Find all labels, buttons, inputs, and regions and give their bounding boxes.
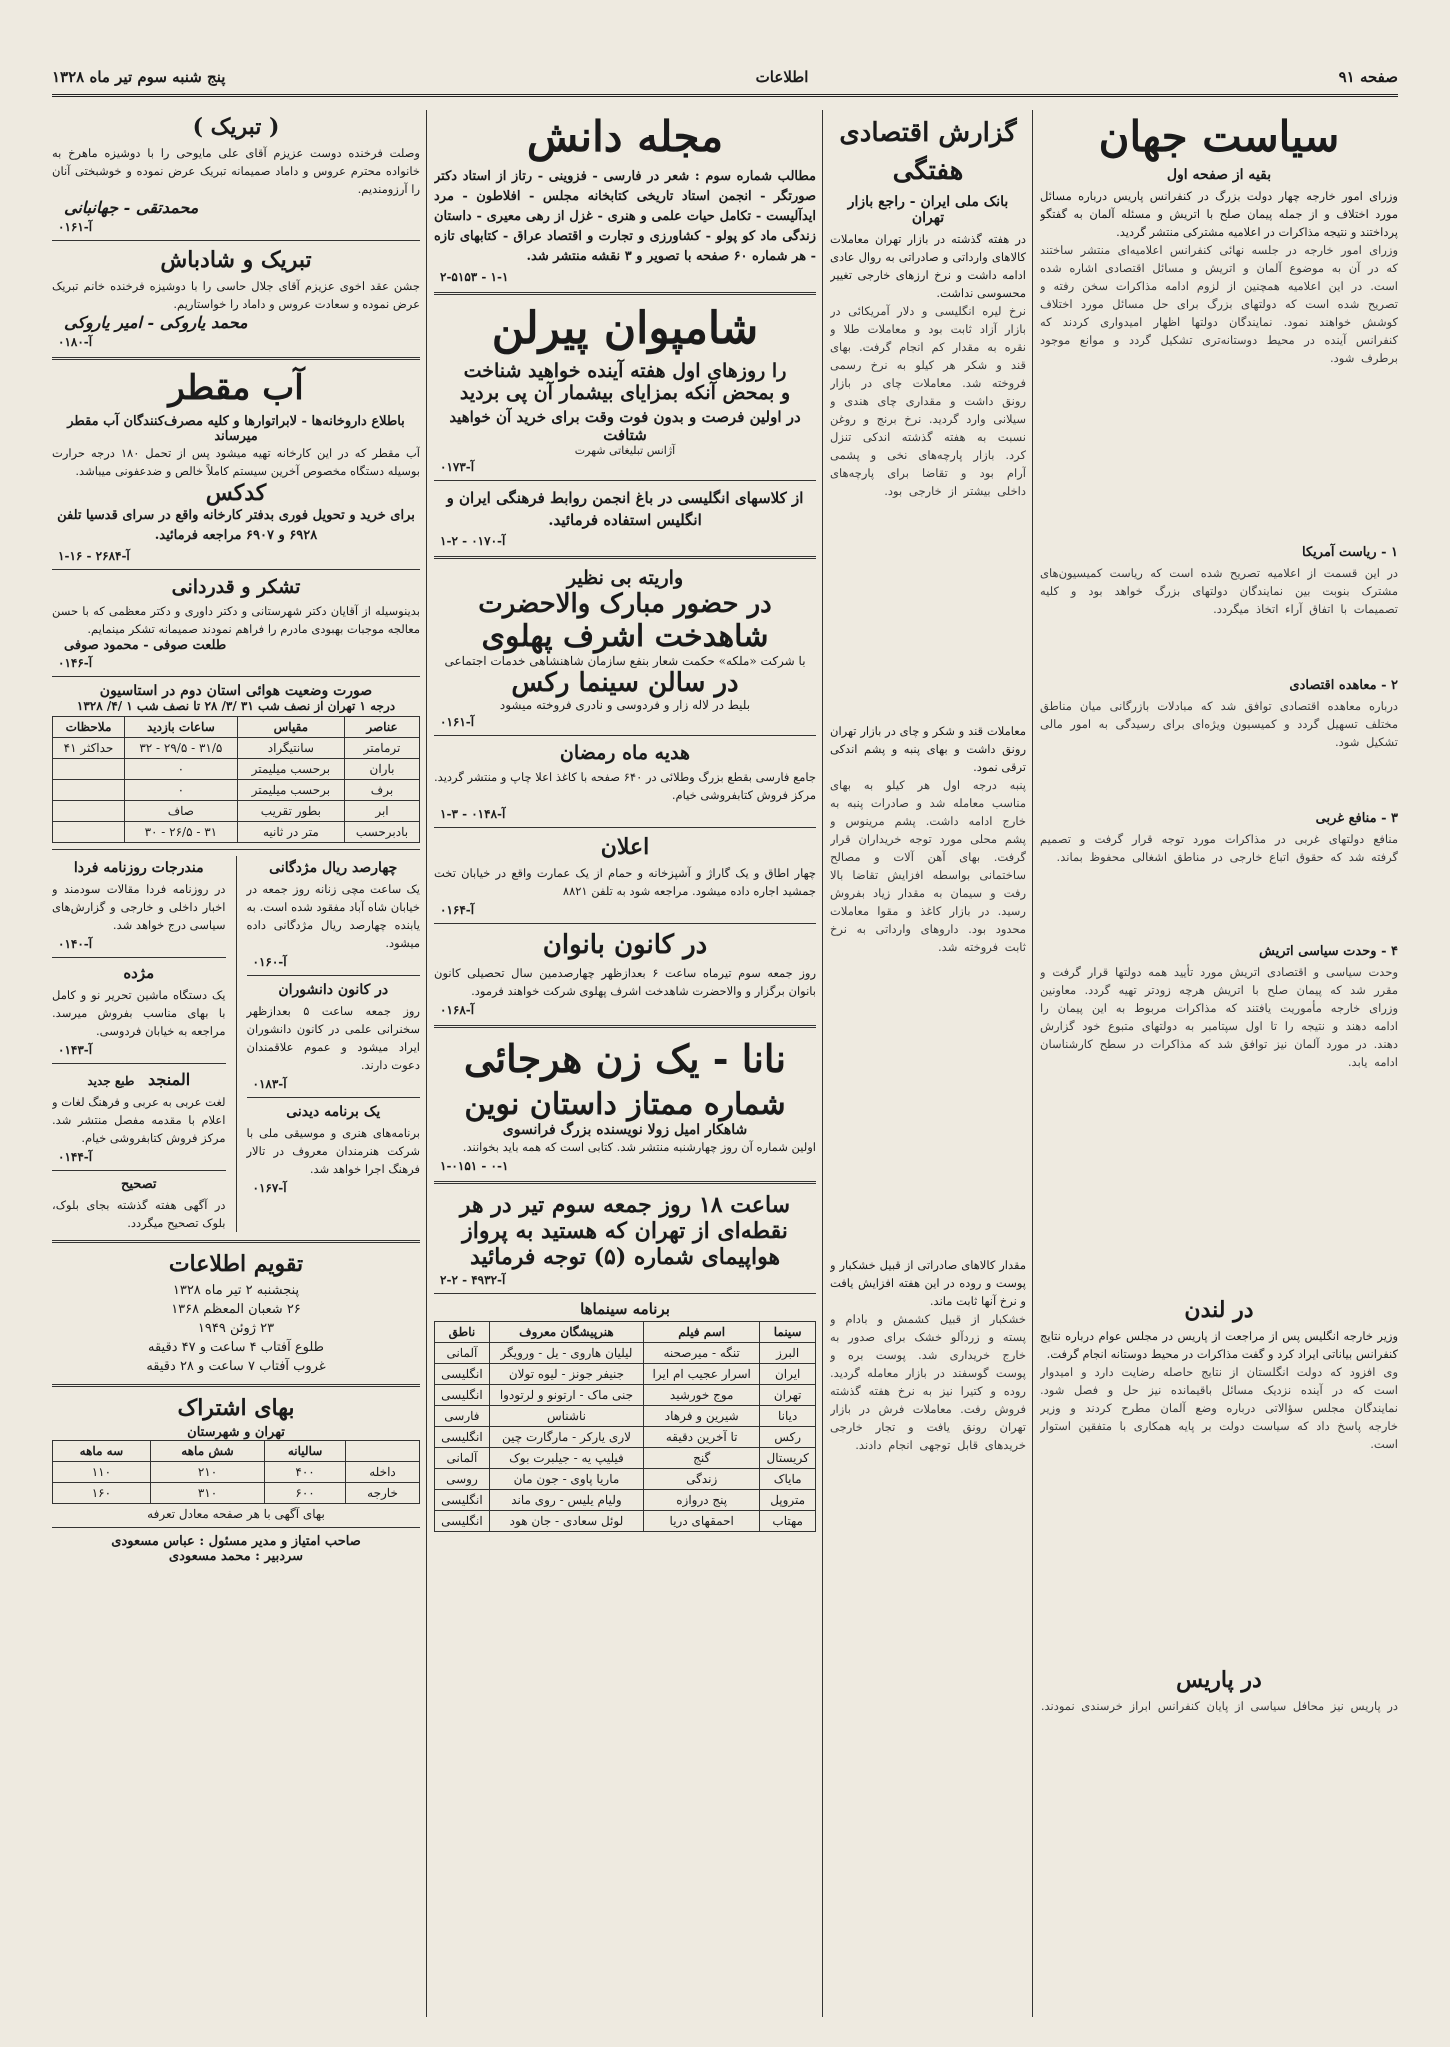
women-title: در کانون بانوان	[542, 930, 708, 960]
london-title: در لندن	[1184, 1297, 1254, 1323]
shampoo-title: شامپوان پیرلن	[491, 303, 759, 354]
divider	[52, 957, 226, 958]
congrats1-code: آ-۰۱۶۱	[58, 220, 93, 234]
students-title: در کانون دانشوران	[278, 982, 389, 998]
divider	[52, 676, 420, 677]
cinema-cell: گنج	[644, 1448, 760, 1469]
politics-text-block: درباره معاهده اقتصادی توافق شد که مبادلات بازرگانی میان مناطق مختلف تسهیل گردد و کمیسیون ویژه‌ای برای رسیدگی به امور مالی تشکیل شود.	[1040, 699, 1398, 749]
cinema-ad-kicker: واریته بی نظیر	[566, 567, 684, 589]
economic-title: گزارش اقتصادی هفتگی	[839, 118, 1017, 186]
students-text: روز جمعه ساعت ۵ بعدازظهر سخنرانی علمی در کانون دانشوران ایراد میشود و عموم علاقمندان دعوت دارند.	[246, 1004, 420, 1072]
calendar-line: پنجشنبه ۲ تیر ماه ۱۳۲۸	[172, 1283, 300, 1298]
politics-sub4: ۴ - وحدت سیاسی اتریش	[1259, 944, 1398, 959]
subscription-cell: ۲۱۰	[150, 1462, 264, 1483]
economic-para: معاملات قند و شکر و چای در بازار تهران رونق داشت و بهای پنبه و پشم اندکی ترقی نمود.	[830, 724, 1026, 774]
subscription-note: بهای آگهی با هر صفحه معادل تعرفه	[147, 1507, 325, 1521]
thanks-text: بدینوسیله از آقایان دکتر شهرستانی و دکتر داوری و دکتر معظمی که با حسن معالجه موجبات بهبودی مادرم را فراهم نمودند صمیمانه تشکر مینمایم.	[52, 604, 420, 636]
almunjid-name: المنجد	[148, 1070, 191, 1089]
economic-text-block: نرخ لیره انگلیسی و دلار آمریکائی در بازار آزاد ثابت بود و معاملات طلا و نقره به مقدار کم انجام گرفت. بهای قند و شکر هر کیلو به نرخ رسمی فروخته شد. معاملات چای در بازار رونق داشت و مقداری چای هندی و سیلانی وارد گردید. نرخ برنج و روغن نسبت به هفته گذشته اندکی تنزل کرد. بازار پارچه‌های نخی و پشمی آرام بود و تقاضا برای پارچه‌های داخلی بیشتر از خارجی بود.	[830, 304, 1026, 498]
politics-para: وزرای امور خارجه چهار دولت بزرگ در کنفرانس پاریس درباره مسائل مورد اختلاف و از جمله پیمان صلح با اتریش و مسئله آلمان به گفتگو پرداختند و نتیجه مذاکرات در اعلامیه مشترکی منتشر گردید.	[1040, 189, 1398, 239]
cinema-cell: مهتاب	[760, 1511, 816, 1532]
weather-row	[53, 801, 420, 822]
economic-sub: بانک ملی ایران - راجع بازار تهران	[847, 194, 1009, 226]
nana-code: ۱-۰۱۵۱ - ۰-۱	[440, 1159, 509, 1173]
cinema-cell: ماریا پاوی - جون مان	[489, 1469, 643, 1490]
london-text: وزیر خارجه انگلیس پس از مراجعت از پاریس در مجلس عوام درباره نتایج کنفرانس بیاناتی ایراد کرد و گفت مذاکرات در محیط دوستانه انجام گرفت.	[1040, 1329, 1398, 1361]
shampoo-line3: در اولین فرصت و بدون فوت وقت برای خرید آن خواهید شتافت	[449, 408, 801, 444]
congrats1-title: ( تبریک )	[192, 114, 280, 140]
correction-text: در آگهی هفته گذشته بجای بلوک، بلوک تصحیح میگردد.	[52, 1198, 226, 1230]
column-center-ads	[434, 110, 816, 2017]
issue-date: پنج شنبه سوم تیر ماه ۱۳۲۸	[52, 68, 226, 86]
calendar-title: تقویم اطلاعات	[168, 1251, 304, 1277]
subscription-cell: ۳۱۰	[150, 1483, 264, 1504]
subscription-sub: تهران و شهرستان	[187, 1425, 285, 1440]
subscription-row	[53, 1462, 420, 1483]
cinema-cell: تهران	[760, 1385, 816, 1406]
cinema-col-header: اسم فیلم	[644, 1322, 760, 1343]
cinema-row	[435, 1385, 816, 1406]
subscription-table	[52, 1440, 420, 1504]
newspaper-code: آ-۰۱۴۰	[58, 937, 93, 951]
ramadan-code: آ-۰۱۴۸ - ۳-۱	[440, 807, 506, 821]
almunjid-title	[52, 1070, 226, 1089]
cinema-row	[435, 1511, 816, 1532]
subscription-cell: خارجه	[346, 1483, 420, 1504]
almunjid-text: لغت عربی به عربی و فرهنگ لغات و اعلام با مقدمه مفصل منتشر شد. مرکز فروش کتابفروشی خیام.	[52, 1095, 226, 1145]
politics-text-block: در پاریس نیز محافل سیاسی از پایان کنفرانس ابراز خرسندی نمودند.	[1040, 1699, 1398, 1713]
small-ads-right	[247, 856, 421, 1232]
weather-cell	[53, 780, 125, 801]
subscription-cell: داخله	[346, 1462, 420, 1483]
economic-para: مقدار کالاهای صادراتی از قبیل خشکبار و پوست و روده در این هفته افزایش یافت و نرخ آنها ثابت ماند.	[830, 1258, 1026, 1308]
cinema-col-header: هنرپیشگان معروف	[489, 1322, 643, 1343]
column-rule	[426, 110, 427, 2017]
divider	[52, 1063, 226, 1064]
nana-sub: شماره ممتاز داستان نوین	[464, 1087, 786, 1122]
women-text: روز جمعه سوم تیرماه ساعت ۶ بعدازظهر چهارصدمین سال تحصیلی کانون بانوان برگزار و والاحضرت شاهدخت اشرف پهلوی شرکت خواهند فرمود.	[434, 966, 816, 998]
subscription-col-header	[346, 1441, 420, 1462]
good-news-text: یک دستگاه ماشین تحریر نو و کامل با بهای مناسب بفروش میرسد. مراجعه به خیابان فردوسی.	[52, 988, 226, 1038]
shampoo-agency: آژانس تبلیغاتی شهرت	[574, 444, 676, 457]
subscription-cell: ۶۰۰	[265, 1483, 346, 1504]
good-news-code: آ-۰۱۴۳	[58, 1043, 93, 1057]
divider	[52, 240, 420, 241]
thanks-signature: طلعت صوفی - محمود صوفی	[64, 638, 227, 653]
weather-cell: برحسب میلیمتر	[237, 780, 344, 801]
column-rule	[822, 110, 823, 2017]
cinema-cell: فارسی	[435, 1406, 490, 1427]
cinema-cell: کریستال	[760, 1448, 816, 1469]
nana-title: نانا - یک زن هرجائی	[463, 1036, 787, 1081]
weather-sub: درجه ۱ تهران از نصف شب ۳۱ /۳/ ۲۸ تا نصف شب ۱ /۴/ ۱۳۲۸	[76, 699, 396, 713]
shampoo-code: آ-۰۱۷۳	[440, 460, 475, 474]
weather-cell: بطور تقریب	[237, 801, 344, 822]
divider	[52, 1527, 420, 1528]
divider	[434, 292, 816, 295]
divider	[434, 1181, 816, 1184]
science-text: مطالب شماره سوم : شعر در فارسی - فزوینی - رتاز از استاد دکتر صورتگر - انجمن استاد تاریخی کتابخانه مجلس - افلاطون - مرد ایدآلیست - تکامل حیات علمی و هنری - غزل از رهی معیری - داستان زندگی ماد کو پولو - کشاورزی و تجارت و اقتصاد عراق - کتابهای تازه - هر شماره ۶۰ صفحه با تصویر و ۳ نقشه منتشر شد.	[434, 169, 816, 264]
loans-title: چهارصد ریال مژدگانی	[269, 860, 398, 876]
politics-title: سیاست جهان	[1098, 112, 1340, 161]
science-title: مجله دانش	[526, 112, 724, 161]
cinema-cell: موج خورشید	[644, 1385, 760, 1406]
cinema-cell: آلمانی	[435, 1343, 490, 1364]
cinema-cell: آلمانی	[435, 1448, 490, 1469]
weather-cell: ۰	[124, 780, 237, 801]
subscription-table-header	[53, 1441, 420, 1462]
announce-title: اعلان	[600, 834, 650, 860]
flight-code: آ-۴۹۳۲ - ۲-۲	[440, 1273, 506, 1287]
subscription-cell: ۱۱۰	[53, 1462, 151, 1483]
paper-name: اطلاعات	[755, 68, 809, 86]
water-kodex: کدکس	[205, 480, 267, 506]
cinema-cell: لاری یارکر - مارگارت چین	[489, 1427, 643, 1448]
cinema-cell: جنیفر جونز - لیوه تولان	[489, 1364, 643, 1385]
page-number: صفحه ۹۱	[1338, 68, 1398, 86]
subscription-cell: ۱۶۰	[53, 1483, 151, 1504]
congrats1-text: وصلت فرخنده دوست عزیزم آقای علی مایوحی را با دوشیزه ماهرخ به خانواده محترم عروس و داماد صمیمانه تبریک عرض نموده و خوشبختی آنان را آرزومندیم.	[52, 146, 420, 196]
congrats2-text: جشن عقد اخوی عزیزم آقای جلال حاسی را با دوشیزه فرخنده خانم تبریک عرض نموده و سعادت عروس و داماد را خواستاریم.	[52, 279, 420, 311]
ramadan-text: جامع فارسی بقطع بزرگ وطلائی در ۶۴۰ صفحه با کاغذ اعلا چاپ و منتشر گردید. مرکز فروش کتابفروشی خیام.	[434, 770, 816, 802]
cinema-row	[435, 1406, 816, 1427]
almunjid-code: آ-۰۱۴۴	[58, 1150, 93, 1164]
announce-text: چهار اطاق و یک گاراژ و آشپزخانه و حمام از یک عمارت واقع در خیابان تخت جمشید اجاره داده میشود. مراجعه شود به تلفن ۸۸۲۱	[434, 866, 816, 898]
weather-cell: سانتیگراد	[237, 738, 344, 759]
politics-sub2: ۲ - معاهده اقتصادی	[1289, 678, 1398, 693]
cinema-cell: فیلیپ یه - جیلبرت بوک	[489, 1448, 643, 1469]
weather-cell: برحسب میلیمتر	[237, 759, 344, 780]
water-sub: باطلاع داروخانه‌ها - لابراتوارها و کلیه مصرف‌کنندگان آب مقطر میرساند	[67, 414, 405, 444]
weather-cell: ۰	[124, 759, 237, 780]
science-code: ۲-۵۱۵۳ - ۱-۱	[440, 270, 509, 284]
weather-col-header: مقیاس	[237, 717, 344, 738]
thanks-title: تشکر و قدردانی	[171, 576, 301, 598]
column-small-ads	[52, 110, 420, 2017]
cinema-ad-line1: در حضور مبارک والاحضرت	[478, 589, 772, 619]
column-economic	[830, 110, 1026, 2017]
cinema-cell: لیلیان هاروی - یل - ورویگر	[489, 1343, 643, 1364]
divider	[434, 1293, 816, 1294]
program-title: یک برنامه دیدنی	[286, 1104, 381, 1120]
cinema-cell: پنج دروازه	[644, 1490, 760, 1511]
weather-cell: ترمامتر	[344, 738, 419, 759]
weather-row	[53, 759, 420, 780]
cinema-table-title: برنامه سینماها	[580, 1300, 670, 1318]
publisher-line: صاحب امتیاز و مدیر مسئول : عباس مسعودی	[111, 1534, 361, 1549]
cinema-cell: شیرین و فرهاد	[644, 1406, 760, 1427]
ramadan-title: هدیه ماه رمضان	[559, 742, 691, 764]
congrats1-signature: محمدتقی - جهانبانی	[64, 198, 199, 217]
cinema-cell: متروپل	[760, 1490, 816, 1511]
divider	[247, 1097, 421, 1098]
divider	[247, 975, 421, 976]
english-text: از کلاسهای انگلیسی در باغ انجمن روابط فرهنگی ایران و انگلیس استفاده فرمائید.	[446, 489, 804, 529]
divider	[434, 556, 816, 559]
cinema-cell: اسرار عجیب ام ایرا	[644, 1364, 760, 1385]
water-code: آ-۲۶۸۴ - ۱۶-۱	[58, 549, 130, 563]
cinema-cell: زندگی	[644, 1469, 760, 1490]
divider	[434, 480, 816, 481]
divider	[52, 1170, 226, 1171]
cinema-row	[435, 1364, 816, 1385]
weather-col-header: ملاحظات	[53, 717, 125, 738]
cinema-cell: جنی ماک - ارتونو و لرتودوا	[489, 1385, 643, 1406]
weather-cell	[53, 759, 125, 780]
calendar-lines	[52, 1281, 420, 1376]
column-rule	[1032, 110, 1033, 2017]
program-text: برنامه‌های هنری و موسیقی ملی با شرکت هنرمندان معروف در تالار فرهنگ اجرا خواهد شد.	[246, 1126, 420, 1176]
cinema-ad-line3: با شرکت «ملکه» حکمت شعار بنفع سازمان شاهنشاهی خدمات اجتماعی	[444, 654, 806, 668]
weather-cell: صاف	[124, 801, 237, 822]
weather-col-header: عناصر	[344, 717, 419, 738]
weather-cell	[53, 822, 125, 843]
calendar-line: ۲۳ ژوئن ۱۹۴۹	[197, 1321, 275, 1336]
divider	[434, 1025, 816, 1028]
students-code: آ-۰۱۸۳	[252, 1077, 287, 1091]
politics-text-block: وزرای امور خارجه در جلسه نهائی کنفرانس اعلامیه‌ای منتشر ساختند که در آن به موضوع آلمان و اتریش و مسائل اقتصادی اشاره شده است. در این اعلامیه همچنین از لزوم ادامه مذاکرات سخن رفته و تصریح شده است که دولتهای بزرگ برای حل مسائل مورد اختلاف کوشش خواهند نمود. نمایندگان دولتها اظهار امیدواری کردند که کنفرانس آینده در محیط دوستانه‌تری تشکیل گردد و موانع موجود برطرف شود.	[1040, 243, 1398, 365]
cinema-row	[435, 1490, 816, 1511]
weather-cell: ابر	[344, 801, 419, 822]
weather-cell: متر در ثانیه	[237, 822, 344, 843]
cinema-col-header: سینما	[760, 1322, 816, 1343]
congrats2-title: تبریک و شادباش	[160, 247, 312, 273]
column-politics	[1040, 110, 1398, 2017]
divider	[434, 735, 816, 736]
economic-text-block: خشکبار از قبیل کشمش و بادام و پسته و زردآلو خشک برای صدور به خارج خریداری شد. پوست بره و پوست گوسفند در بازار معامله گردید. روده و کتیرا نیز به نرخ هفته گذشته فروش رفت. معاملات فرش در بازار تهران رونق یافت و تجار خارجی خریدهای قابل توجهی انجام دادند.	[830, 1312, 1026, 1452]
cinema-ad-venue: در سالن سینما رکس	[511, 668, 739, 698]
subscription-col-header: سالیانه	[265, 1441, 346, 1462]
weather-table-header	[53, 717, 420, 738]
weather-col-header: ساعات بازدید	[124, 717, 237, 738]
calendar-line: طلوع آفتاب ۴ ساعت و ۴۷ دقیقه	[148, 1340, 324, 1355]
economic-text-block: پنبه درجه اول هر کیلو به بهای مناسب معامله شد و صادرات پنبه به خارج ادامه داشت. پشم مرینوس و پشم محلی مورد توجه خریداران قرار گرفت. بهای آهن آلات و مصالح ساختمانی بواسطه افزایش تقاضا بالا رفت و سیمان به مقدار زیاد بفروش رسید. در بازار کاغذ و مقوا معاملات محدود بود. داروهای وارداتی به نرخ ثابت فروخته شد.	[830, 778, 1026, 954]
weather-cell: برف	[344, 780, 419, 801]
cinema-cell: لوئل سعادی - جان هود	[489, 1511, 643, 1532]
congrats2-signature: محمد یاروکی - امیر یاروکی	[64, 313, 248, 332]
cinema-cell: انگلیسی	[435, 1385, 490, 1406]
politics-sub1: ۱ - ریاست آمریکا	[1302, 545, 1398, 560]
politics-text-block: وحدت سیاسی و اقتصادی اتریش مورد تأیید همه دولتها قرار گرفت و مقرر شد که پیمان صلح با اتریش هرچه زودتر تهیه گردد. معاونین وزرای خارجه مأموریت یافتند که مذاکرات مربوط به این پیمان را ادامه دهند و نتیجه را تا اول سپتامبر به دولتهای متبوع خود گزارش دهند. در مورد آلمان نیز توافق شد که مذاکرات در سطح کارشناسان ادامه یابد.	[1040, 965, 1398, 1069]
economic-para: در هفته گذشته در بازار تهران معاملات کالاهای وارداتی و صادراتی به روال عادی ادامه داشت و نرخ ارزهای خارجی تغییر محسوسی نداشت.	[830, 232, 1026, 300]
almunjid-sub: طبع جدید	[87, 1074, 135, 1088]
divider	[434, 827, 816, 828]
weather-cell: ۳۱ - ۲۶/۵ - ۳۰	[124, 822, 237, 843]
publisher-line: سردبیر : محمد مسعودی	[168, 1549, 304, 1564]
shampoo-line1: را روزهای اول هفته آینده خواهید شناخت	[463, 360, 787, 382]
cinema-cell: احمقهای دریا	[644, 1511, 760, 1532]
subscription-col-header: سه ماهه	[53, 1441, 151, 1462]
cinema-cell: رکس	[760, 1427, 816, 1448]
women-code: آ-۰۱۶۸	[440, 1003, 475, 1017]
cinema-cell: تا آخرین دقیقه	[644, 1427, 760, 1448]
weather-cell: حداکثر ۴۱	[53, 738, 125, 759]
shampoo-line2: و بمحض آنکه بمزایای بیشمار آن پی بردید	[459, 382, 791, 404]
good-news-title: مژده	[123, 964, 155, 982]
subscription-cell: ۴۰۰	[265, 1462, 346, 1483]
cinema-cell: انگلیسی	[435, 1511, 490, 1532]
small-ads-left	[52, 856, 226, 1232]
paris-title: در پاریس	[1176, 1667, 1262, 1693]
politics-continued: بقیه از صفحه اول	[1166, 167, 1272, 183]
newspaper-title: مندرجات روزنامه فردا	[73, 860, 204, 876]
correction-title: تصحیح	[120, 1177, 157, 1192]
weather-row	[53, 780, 420, 801]
divider	[52, 1240, 420, 1243]
column-rule	[236, 856, 237, 1232]
cinema-ad-line2: شاهدخت اشرف پهلوی	[481, 619, 769, 654]
divider	[52, 1384, 420, 1387]
weather-cell: باران	[344, 759, 419, 780]
calendar-line: ۲۶ شعبان المعظم ۱۳۶۸	[171, 1302, 301, 1317]
weather-row	[53, 738, 420, 759]
program-code: آ-۰۱۶۷	[252, 1181, 287, 1195]
cinema-cell: ایران	[760, 1364, 816, 1385]
cinema-cell: روسی	[435, 1469, 490, 1490]
weather-row	[53, 822, 420, 843]
weather-title: صورت وضعیت هوائی استان دوم در استاسیون	[99, 683, 373, 699]
divider	[52, 849, 420, 850]
english-code: آ-۰۱۷۰ - ۲-۱	[440, 534, 506, 548]
weather-cell	[53, 801, 125, 822]
cinema-table	[434, 1321, 816, 1532]
subscription-title: بهای اشتراک	[177, 1395, 295, 1421]
nana-text: اولین شماره آن روز چهارشنبه منتشر شد. کتابی است که همه باید بخوانند.	[462, 1140, 816, 1154]
cinema-ad-code: آ-۰۱۶۱	[440, 715, 475, 729]
thanks-code: آ-۰۱۴۶	[58, 656, 93, 670]
cinema-cell: دیانا	[760, 1406, 816, 1427]
divider	[434, 923, 816, 924]
newspaper-text: در روزنامه فردا مقالات سودمند و اخبار داخلی و خارجی و گزارش‌های سیاسی درج خواهد شد.	[52, 882, 226, 932]
politics-text-block: وی افزود که دولت انگلستان از نتایج حاصله رضایت دارد و امیدوار است که در آینده نزدیک مسائل باقیمانده نیز حل و فصل شود. نمایندگان مجلس سؤالاتی درباره وضع آلمان مطرح کردند و وزیر خارجه پاسخ داد که سیاست دولت بر پایه همکاری با متفقین استوار است.	[1040, 1365, 1398, 1451]
cinema-row	[435, 1427, 816, 1448]
weather-cell: بادبرحسب	[344, 822, 419, 843]
cinema-row	[435, 1448, 816, 1469]
politics-sub3: ۳ - منافع غربی	[1315, 811, 1398, 826]
small-ads-grid	[52, 856, 420, 1232]
cinema-cell: تنگه - میرصحنه	[644, 1343, 760, 1364]
cinema-row	[435, 1343, 816, 1364]
cinema-ad-tickets: بلیط در لاله زار و فردوسی و نادری فروخته میشود	[499, 698, 751, 712]
cinema-table-header	[435, 1322, 816, 1343]
loans-code: آ-۰۱۶۰	[252, 955, 287, 969]
weather-table	[52, 716, 420, 843]
flight-line1: ساعت ۱۸ روز جمعه سوم تیر در هر	[459, 1192, 791, 1218]
cinema-cell: ولیام یلیس - روی ماند	[489, 1490, 643, 1511]
cinema-cell: انگلیسی	[435, 1427, 490, 1448]
divider	[52, 357, 420, 360]
calendar-line: غروب آفتاب ۷ ساعت و ۲۸ دقیقه	[146, 1359, 326, 1374]
announce-code: آ-۰۱۶۴	[440, 903, 475, 917]
divider	[52, 569, 420, 570]
cinema-cell: البرز	[760, 1343, 816, 1364]
politics-text-block: در این قسمت از اعلامیه تصریح شده است که ریاست کمیسیون‌های مشترک بنوبت بین نمایندگان دولتهای بزرگ خواهد بود و کلیه تصمیمات با اتفاق آراء اتخاذ میگردد.	[1040, 566, 1398, 616]
cinema-row	[435, 1469, 816, 1490]
water-text: آب مقطر که در این کارخانه تهیه میشود پس از تحمل ۱۸۰ درجه حرارت بوسیله دستگاه مخصوص آخرین سیستم کاملاً خالص و ضدعفونی میباشد.	[52, 446, 420, 478]
cinema-col-header: ناطق	[435, 1322, 490, 1343]
subscription-row	[53, 1483, 420, 1504]
cinema-cell: انگلیسی	[435, 1364, 490, 1385]
loans-text: یک ساعت مچی زنانه روز جمعه در خیابان شاه آباد مفقود شده است. به یابنده چهارصد ریال مژدگانی داده میشود.	[246, 882, 420, 950]
water-title: آب مقطر	[168, 368, 304, 408]
cinema-cell: ناشناس	[489, 1406, 643, 1427]
nana-author: شاهکار امیل زولا نویسنده بزرگ فرانسوی	[502, 1122, 748, 1138]
weather-cell: ۳۱/۵ - ۲۹/۵ - ۳۲	[124, 738, 237, 759]
congrats2-code: آ-۰۱۸۰	[58, 335, 93, 349]
water-note: برای خرید و تحویل فوری بدفتر کارخانه واقع در سرای قدسیا تلفن ۶۹۲۸ و ۶۹۰۷ مراجعه فرمائید.	[57, 508, 415, 543]
flight-line3: هواپیمای شماره (۵) توجه فرمائید	[469, 1244, 781, 1270]
page-header	[52, 60, 1398, 97]
flight-line2: نقطه‌ای از تهران که هستید به پرواز	[462, 1218, 788, 1244]
subscription-col-header: شش ماهه	[150, 1441, 264, 1462]
politics-text-block: منافع دولتهای غربی در مذاکرات مورد توجه قرار گرفت و تصمیم گرفته شد که حقوق اتباع خارجی در مناطق اشغالی محفوظ بماند.	[1040, 832, 1398, 864]
cinema-cell: انگلیسی	[435, 1490, 490, 1511]
cinema-cell: مایاک	[760, 1469, 816, 1490]
